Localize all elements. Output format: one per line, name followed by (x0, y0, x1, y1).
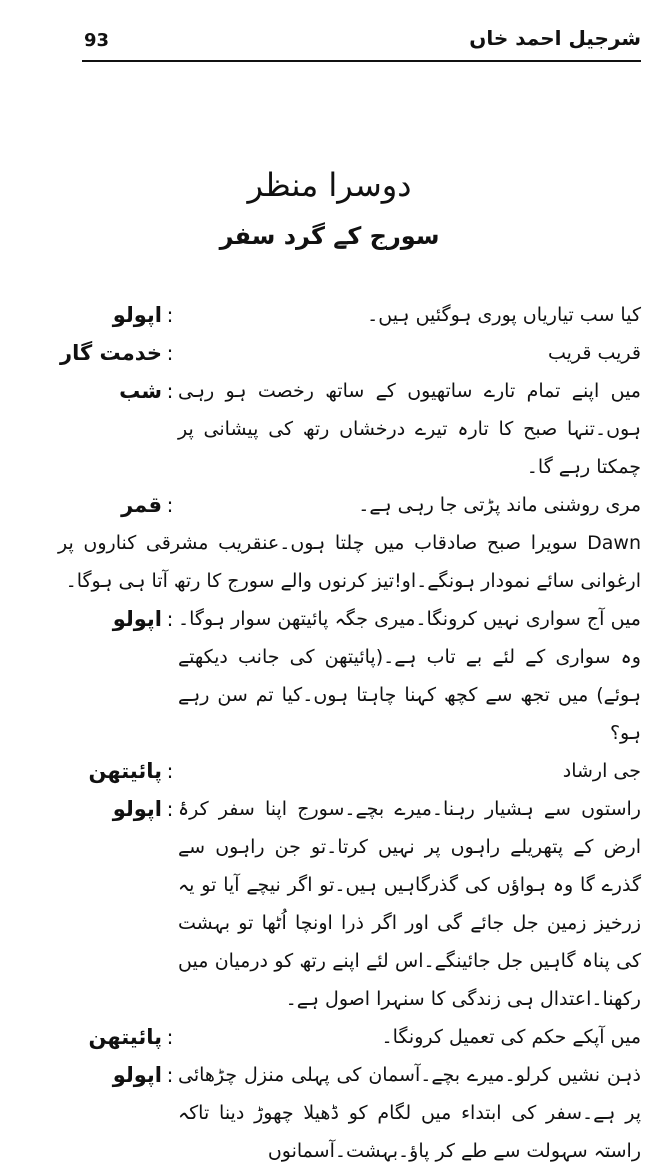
speaker-colon: : (166, 341, 174, 365)
speech-continuation: Dawn سویرا صبح صادقاب میں چلتا ہوں۔عنقریب مشرقی کناروں پر ارغوانی سائے نمودار ہونگے۔او!تیز کرنوں والے سورج کا رتھ آتا ہی ہوگا۔ (58, 532, 641, 592)
speech-text: قریب قریب (547, 342, 641, 364)
speaker-colon: : (166, 303, 174, 327)
dialogue-line (58, 1056, 641, 1170)
scene-subtitle: سورج کے گرد سفر (219, 222, 440, 250)
speaker-name: خدمت گار (60, 341, 162, 365)
speech-text: میں آج سواری نہیں کرونگا۔میری جگہ پائیتھن سوار ہوگا۔وہ سواری کے لئے بے تاب ہے۔(پائیتھن کی جانب دیکھتے ہوئے) میں تجھ سے کچھ کہنا چاہتا ہوں۔کیا تم سن رہے ہو؟ (178, 608, 641, 744)
speaker-colon: : (166, 607, 174, 631)
speech-text: میں آپکے حکم کی تعمیل کرونگا۔ (381, 1026, 641, 1048)
speaker-colon: : (166, 797, 174, 821)
dialogue-line (58, 790, 641, 1018)
dialogue-line (58, 334, 641, 372)
speaker-name: اپولو (112, 607, 162, 631)
running-title: شرجیل احمد خاں (469, 26, 641, 50)
speaker-colon: : (166, 1025, 174, 1049)
speech-text: مری روشنی ماند پڑتی جا رہی ہے۔ (358, 494, 641, 516)
speaker-colon: : (166, 1063, 174, 1087)
speech-text: کیا سب تیاریاں پوری ہوگئیں ہیں۔ (367, 304, 641, 326)
dialogue-line (58, 486, 641, 524)
speaker-name: قمر (121, 493, 162, 517)
speech-text: جی ارشاد (562, 760, 641, 782)
speaker-name: اپولو (112, 797, 162, 821)
speech-text: راستوں سے ہشیار رہنا۔میرے بچے۔سورج اپنا سفر کرۂ ارض کے پتھریلے راہوں پر نہیں کرتا۔تو جن راہوں سے گذرے گا وہ ہواؤں کی گذرگاہیں ہیں۔تو اگر نیچے آیا تو یہ زرخیز زمین جل جائے گی اور اگر ذرا اونچا اُٹھا تو بہشت کی پناہ گاہیں جل جائینگے۔اس لئے اپنے رتھ کو درمیان میں رکھنا۔اعتدال ہی زندگی کا سنہرا اصول ہے۔ (178, 798, 641, 1010)
speech-text: ذہن نشیں کرلو۔میرے بچے۔آسمان کی پہلی منزل چڑھائی پر ہے۔سفر کی ابتداء میں لگام کو ڈھیلا چھوڑ دینا تاکہ راستہ سہولت سے طے کر پاؤ۔بہشت۔آسمانوں (178, 1064, 641, 1162)
speaker-name: اپولو (112, 1063, 162, 1087)
dialogue-line (58, 600, 641, 752)
speaker-name: پائیتھن (88, 759, 162, 783)
speech-text: میں اپنے تمام تارے ساتھیوں کے ساتھ رخصت ہو رہی ہوں۔تنہا صبح کا تارہ تیرے درخشاں رتھ کی پیشانی پر چمکتا رہے گا۔ (178, 380, 641, 478)
dialogue-line (58, 372, 641, 486)
dialogue-block (58, 296, 641, 1170)
dialogue-line (58, 296, 641, 334)
page-number: 93 (84, 30, 110, 51)
dialogue-line (58, 1018, 641, 1056)
speaker-name: اپولو (112, 303, 162, 327)
speaker-colon: : (166, 493, 174, 517)
header-rule (82, 60, 641, 62)
speaker-name: شب (119, 379, 162, 403)
speaker-name: پائیتھن (88, 1025, 162, 1049)
speaker-colon: : (166, 759, 174, 783)
dialogue-line (58, 752, 641, 790)
scene-title: دوسرا منظر (247, 166, 412, 204)
speaker-colon: : (166, 379, 174, 403)
